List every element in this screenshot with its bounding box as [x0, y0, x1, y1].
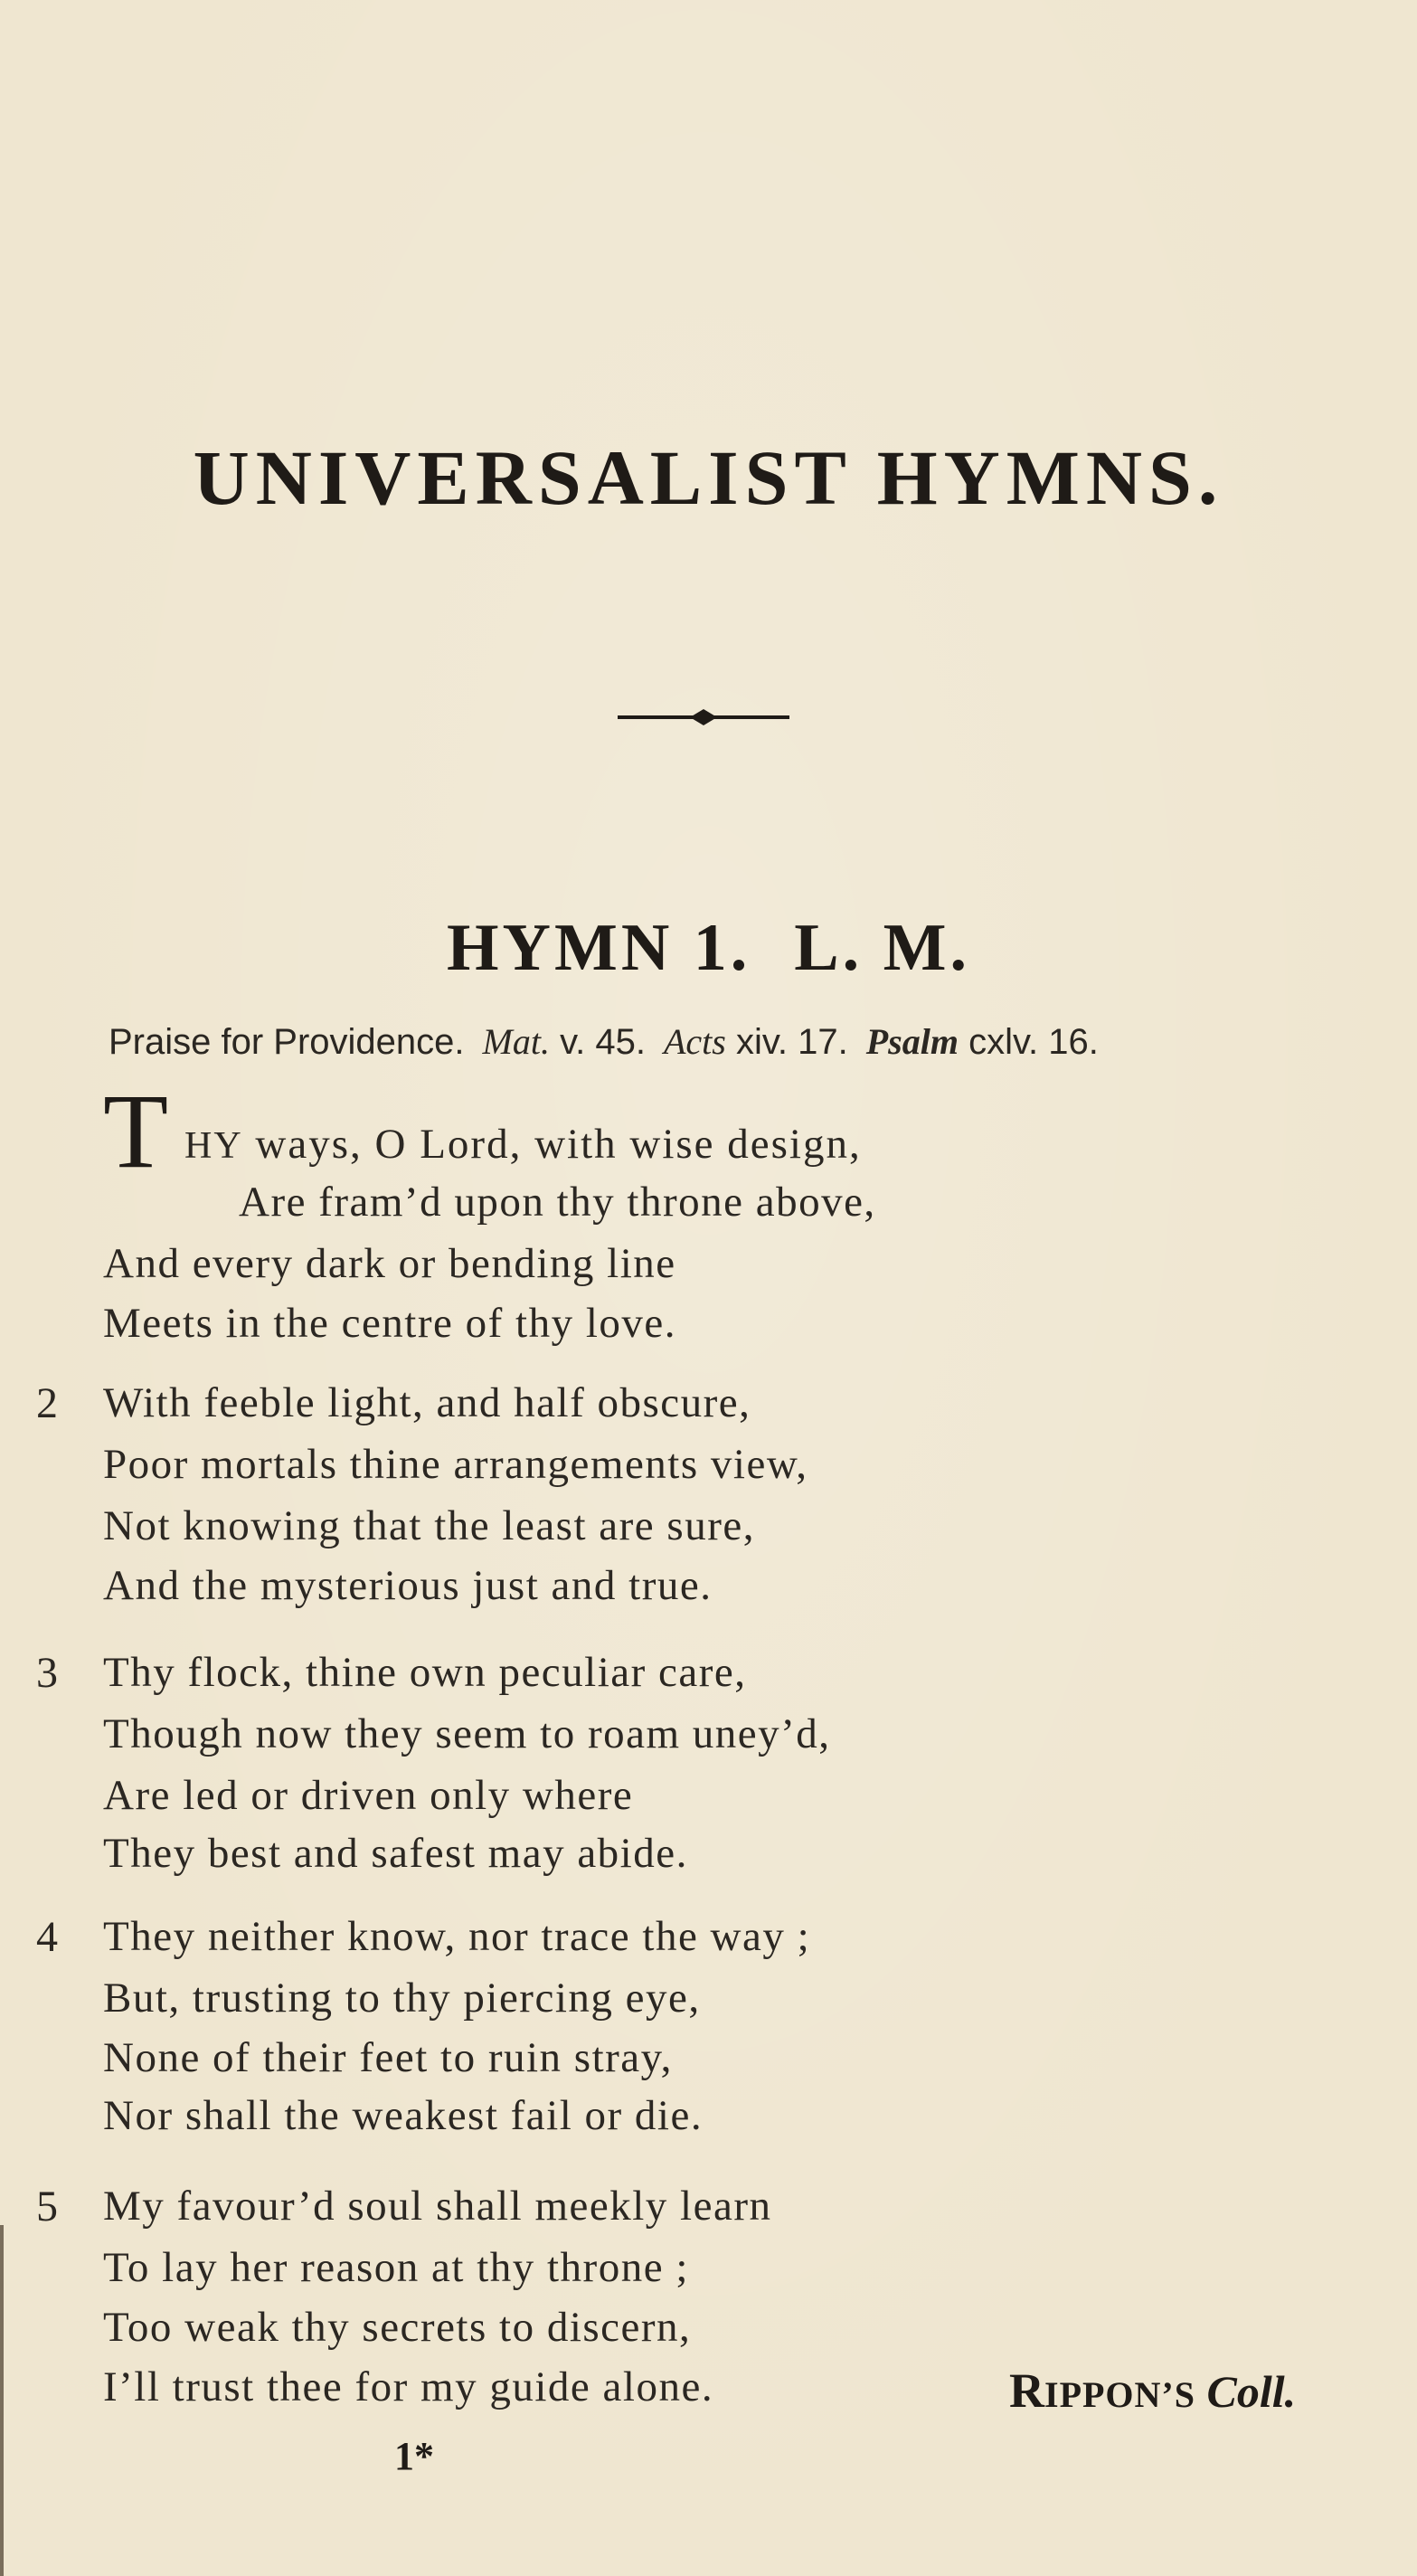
verse-number: 4	[36, 1913, 58, 1961]
verse-3-line-1: Thy flock, thine own peculiar care,	[103, 1649, 747, 1696]
signature-mark: 1*	[394, 2434, 434, 2478]
scripture-ref-verse: v. 45.	[560, 1022, 646, 1062]
hymn-meter: L. M.	[794, 911, 970, 985]
verse-3-line-4: They best and safest may abide.	[103, 1830, 688, 1877]
verse-1-line-4: Meets in the centre of thy love.	[103, 1300, 677, 1347]
verse-1-line-3: And every dark or bending line	[103, 1240, 676, 1287]
scripture-ref-verse: cxlv. 16.	[968, 1022, 1099, 1062]
verse-5-line-4: I’ll trust thee for my guide alone.	[103, 2363, 714, 2410]
verse-3-line-3: Are led or driven only where	[103, 1772, 634, 1819]
verse-4-line-1: They neither know, nor trace the way ;	[103, 1913, 811, 1960]
ornament-divider	[618, 704, 789, 731]
hymn-subtitle	[109, 1020, 1099, 1063]
verse-5-line-1: My favour’d soul shall meekly learn	[103, 2183, 772, 2230]
verse-number: 5	[36, 2183, 58, 2230]
small-caps-word: HY	[184, 1125, 243, 1167]
verse-2-line-3: Not knowing that the least are sure,	[103, 1502, 755, 1549]
page-edge	[0, 2225, 4, 2576]
verse-1-line-2: Are fram’d upon thy throne above,	[239, 1179, 876, 1226]
scripture-ref-verse: xiv. 17.	[735, 1022, 848, 1062]
verse-5-line-2: To lay her reason at thy throne ;	[103, 2244, 689, 2291]
hymn-number: HYMN 1.	[447, 911, 751, 985]
verse-5-line-3: Too weak thy secrets to discern,	[103, 2304, 692, 2351]
drop-cap-letter: T	[103, 1072, 169, 1190]
verse-2-line-1: With feeble light, and half obscure,	[103, 1379, 751, 1426]
subtitle-theme: Praise for Providence.	[109, 1022, 465, 1062]
scripture-ref-book: Acts	[663, 1021, 726, 1062]
verse-2-line-2: Poor mortals thine arrangements view,	[103, 1441, 808, 1488]
book-title: UNIVERSALIST HYMNS.	[193, 434, 1224, 521]
verse-number: 2	[36, 1379, 58, 1427]
verse-4-line-2: But, trusting to thy piercing eye,	[103, 1975, 701, 2022]
verse-number: 3	[36, 1649, 58, 1697]
attribution-name: IPPON’S	[1044, 2374, 1195, 2415]
scripture-ref-book: Psalm	[865, 1021, 959, 1062]
verse-1-line-1	[184, 1120, 862, 1169]
verse-4-line-4: Nor shall the weakest fail or die.	[103, 2092, 704, 2139]
verse-2-line-4: And the mysterious just and true.	[103, 1562, 713, 1609]
hymn-attribution	[1009, 2363, 1296, 2419]
attribution-initial: R	[1009, 2363, 1044, 2418]
verse-4-line-3: None of their feet to ruin stray,	[103, 2034, 673, 2081]
hymn-heading	[0, 910, 1417, 987]
verse-3-line-2: Though now they seem to roam uney’d,	[103, 1710, 831, 1757]
verse-line-text: ways, O Lord, with wise design,	[242, 1121, 862, 1168]
attribution-work: Coll.	[1206, 2366, 1297, 2417]
scripture-ref-book: Mat.	[482, 1021, 550, 1062]
